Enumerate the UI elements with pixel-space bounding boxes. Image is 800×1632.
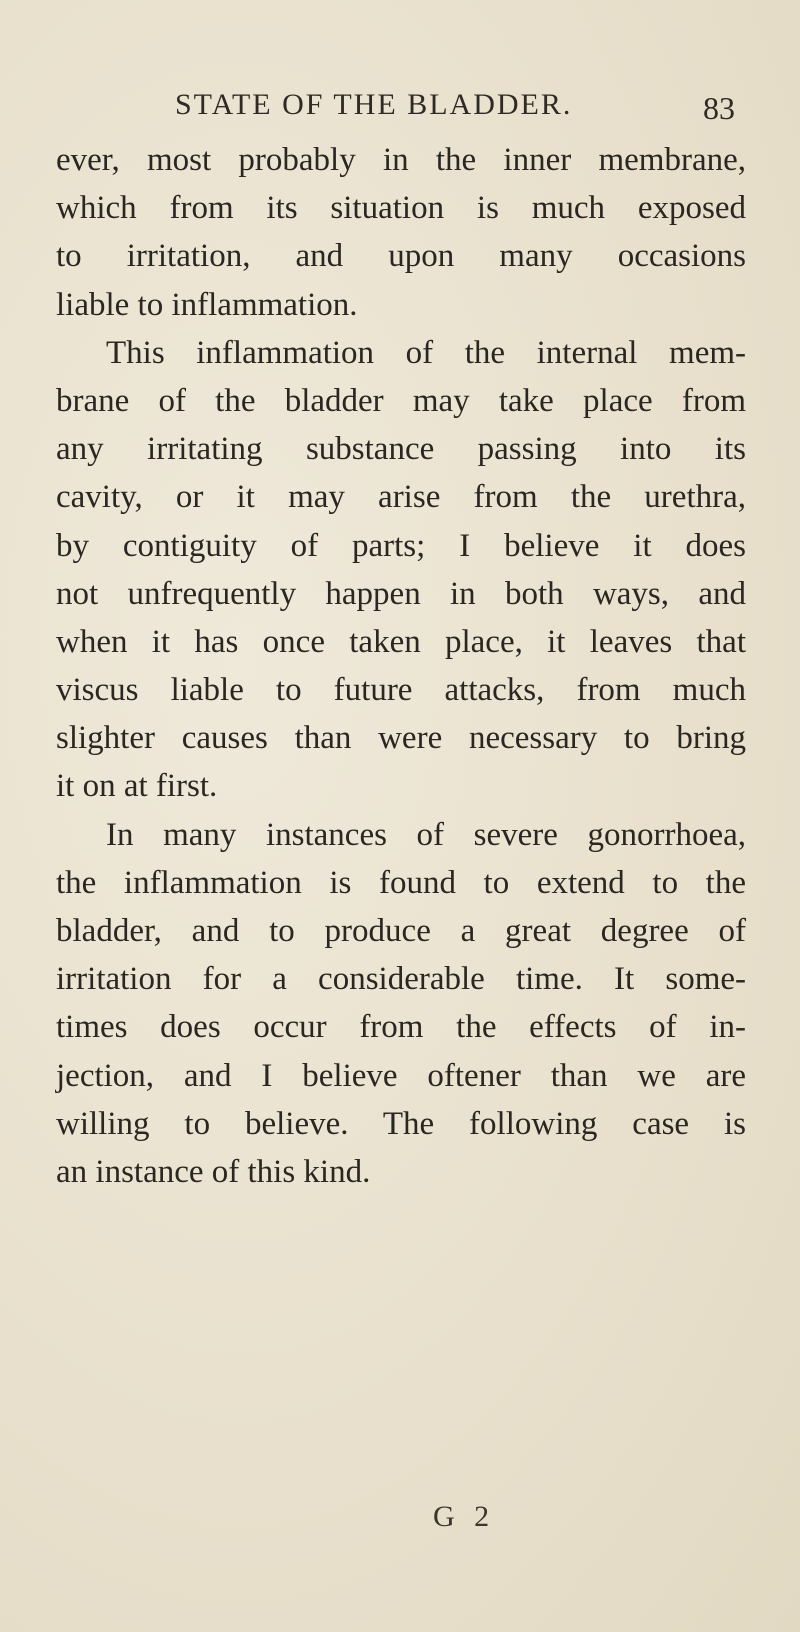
text-line: when it has once taken place, it leaves that xyxy=(56,623,746,660)
text-line: it on at first. xyxy=(56,768,218,805)
running-head xyxy=(175,88,735,128)
text-line: willing to believe. The following case is xyxy=(56,1105,746,1142)
text-line: not unfrequently happen in both ways, and xyxy=(56,575,746,612)
page-number: 83 xyxy=(703,90,735,126)
text-line: liable to inflammation. xyxy=(56,286,358,323)
text-line: irritation for a considerable time. It some- xyxy=(56,961,746,998)
text-line: brane of the bladder may take place from xyxy=(56,382,746,419)
signature-mark: G 2 xyxy=(433,1500,496,1533)
text-line: slighter causes than were necessary to bring xyxy=(56,720,746,757)
text-line: times does occur from the effects of in- xyxy=(56,1009,746,1046)
text-line: by contiguity of parts; I believe it does xyxy=(56,527,746,564)
text-line: jection, and I believe oftener than we are xyxy=(56,1057,746,1094)
text-line: ever, most probably in the inner membrane, xyxy=(56,142,746,178)
text-line: cavity, or it may arise from the urethra, xyxy=(56,479,746,516)
text-line: the inflammation is found to extend to the xyxy=(56,864,746,901)
text-line: bladder, and to produce a great degree of xyxy=(56,913,746,949)
text-line: viscus liable to future attacks, from much xyxy=(56,672,746,709)
text-line: an instance of this kind. xyxy=(56,1153,371,1190)
text-line: This inflammation of the internal mem- xyxy=(106,334,746,371)
text-line: In many instances of severe gonorrhoea, xyxy=(106,816,746,853)
text-line: any irritating substance passing into its xyxy=(56,431,746,468)
text-line: which from its situation is much exposed xyxy=(56,190,746,227)
text-line: to irritation, and upon many occasions xyxy=(56,238,746,275)
running-head-title: STATE OF THE BLADDER. xyxy=(175,88,573,121)
body-text xyxy=(56,136,746,1196)
